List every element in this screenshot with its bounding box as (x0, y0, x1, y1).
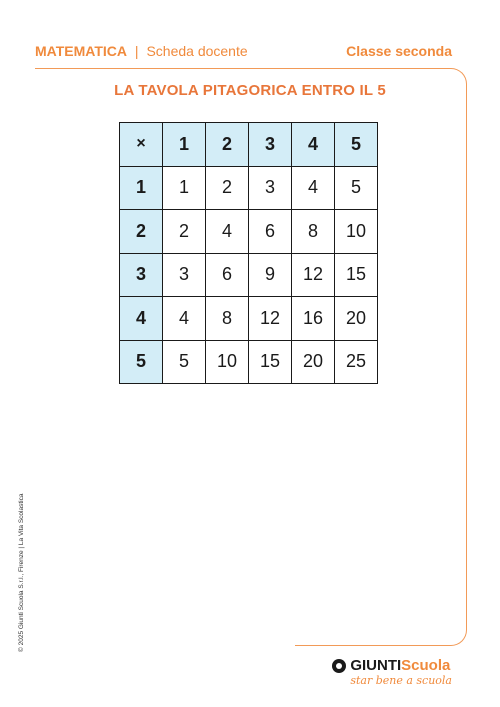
table-cell: 16 (292, 297, 335, 341)
brand-giunti: GIUNTI (350, 657, 402, 674)
column-header: 2 (206, 123, 249, 167)
table-cell: 2 (163, 210, 206, 254)
table-cell: 3 (163, 253, 206, 297)
table-cell: 15 (249, 340, 292, 384)
table-cell: 8 (292, 210, 335, 254)
table-cell: 10 (206, 340, 249, 384)
table-cell: 8 (206, 297, 249, 341)
table-cell: 4 (292, 166, 335, 210)
header-separator: | (134, 43, 139, 59)
row-header: 1 (120, 166, 163, 210)
table-row (120, 166, 378, 210)
giunti-g-icon (332, 659, 346, 673)
table-cell: 2 (206, 166, 249, 210)
table-row (120, 253, 378, 297)
table-cell: 6 (249, 210, 292, 254)
column-header: 5 (335, 123, 378, 167)
brand-wordmark (332, 657, 452, 674)
table-cell: 12 (292, 253, 335, 297)
table-cell: 15 (335, 253, 378, 297)
copyright-notice: © 2025 Giunti Scuola S.r.l., Firenze | La Vita Scolastica (18, 493, 25, 652)
grade-label: Classe seconda (346, 43, 452, 59)
sheet-type-label: Scheda docente (146, 43, 248, 59)
table-cell: 3 (249, 166, 292, 210)
brand-scuola: Scuola (401, 657, 451, 674)
row-header: 5 (120, 340, 163, 384)
page-header (35, 43, 452, 63)
table-cell: 20 (335, 297, 378, 341)
table-cell: 20 (292, 340, 335, 384)
table-cell: 25 (335, 340, 378, 384)
table-cell: 4 (206, 210, 249, 254)
table-cell: 5 (163, 340, 206, 384)
row-header: 3 (120, 253, 163, 297)
table-cell: 6 (206, 253, 249, 297)
table-cell: 4 (163, 297, 206, 341)
column-header: 1 (163, 123, 206, 167)
multiplication-table (119, 122, 378, 384)
table-row (120, 340, 378, 384)
page-title: LA TAVOLA PITAGORICA ENTRO IL 5 (114, 82, 386, 99)
table-cell: 10 (335, 210, 378, 254)
subject-label: MATEMATICA (35, 43, 128, 59)
row-header: 4 (120, 297, 163, 341)
brand-tagline: star bene a scuola (350, 674, 452, 687)
table-row (120, 210, 378, 254)
table-cell: 9 (249, 253, 292, 297)
column-header: 3 (249, 123, 292, 167)
column-header: 4 (292, 123, 335, 167)
corner-cell: × (120, 123, 163, 167)
table-cell: 12 (249, 297, 292, 341)
giunti-scuola-logo (332, 657, 452, 687)
row-header: 2 (120, 210, 163, 254)
table-cell: 5 (335, 166, 378, 210)
table-header-row (120, 123, 378, 167)
table-cell: 1 (163, 166, 206, 210)
table-row (120, 297, 378, 341)
